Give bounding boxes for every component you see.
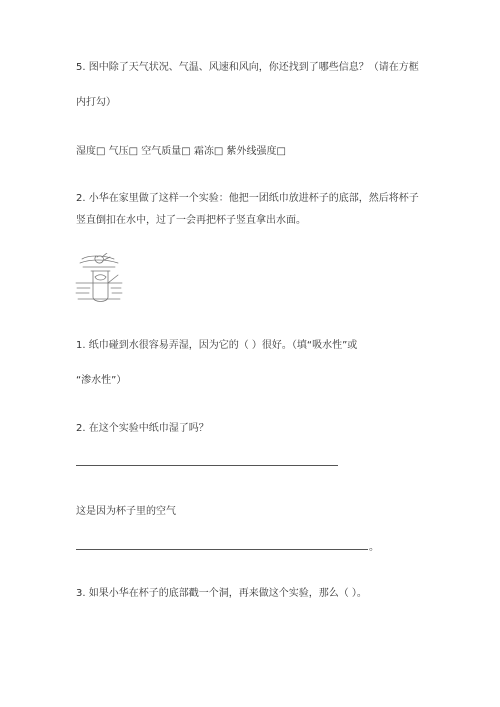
subquestion-2-question: 2. 在这个实验中纸巾湿了吗？ (76, 423, 209, 434)
question-5-options: 湿度□ 气压□ 空气质量□ 霜冻□ 紫外线强度□ (76, 146, 286, 157)
question-2-line-1: 2. 小华在家里做了这样一个实验：他把一团纸巾放进杯子的底部，然后将杯子 (76, 193, 419, 204)
question-2-line-2: 竖直倒扣在水中，过了一会再把杯子竖直拿出水面。 (76, 215, 306, 226)
subquestion-1-line-2: “渗水性”） (76, 375, 127, 386)
cup-in-water-illustration (74, 253, 124, 313)
subquestion-1-line-1: 1. 纸巾碰到水很容易弄湿，因为它的（ ）很好。（填“吸水性”或 (76, 340, 358, 351)
question-5-line-2: 内打勾） (76, 97, 116, 108)
answer-line-1[interactable] (76, 465, 338, 466)
subquestion-3-question: 3. 如果小华在杯子的底部戳一个洞，再来做这个实验，那么（ ）。 (76, 588, 367, 599)
subquestion-2-reason: 这是因为杯子里的空气 (76, 506, 176, 517)
answer-line-2[interactable] (76, 549, 368, 550)
question-5-line-1: 5. 图中除了天气状况、气温、风速和风向，你还找到了哪些信息？（请在方框 (76, 62, 419, 73)
answer-line-2-period: 。 (369, 542, 379, 553)
